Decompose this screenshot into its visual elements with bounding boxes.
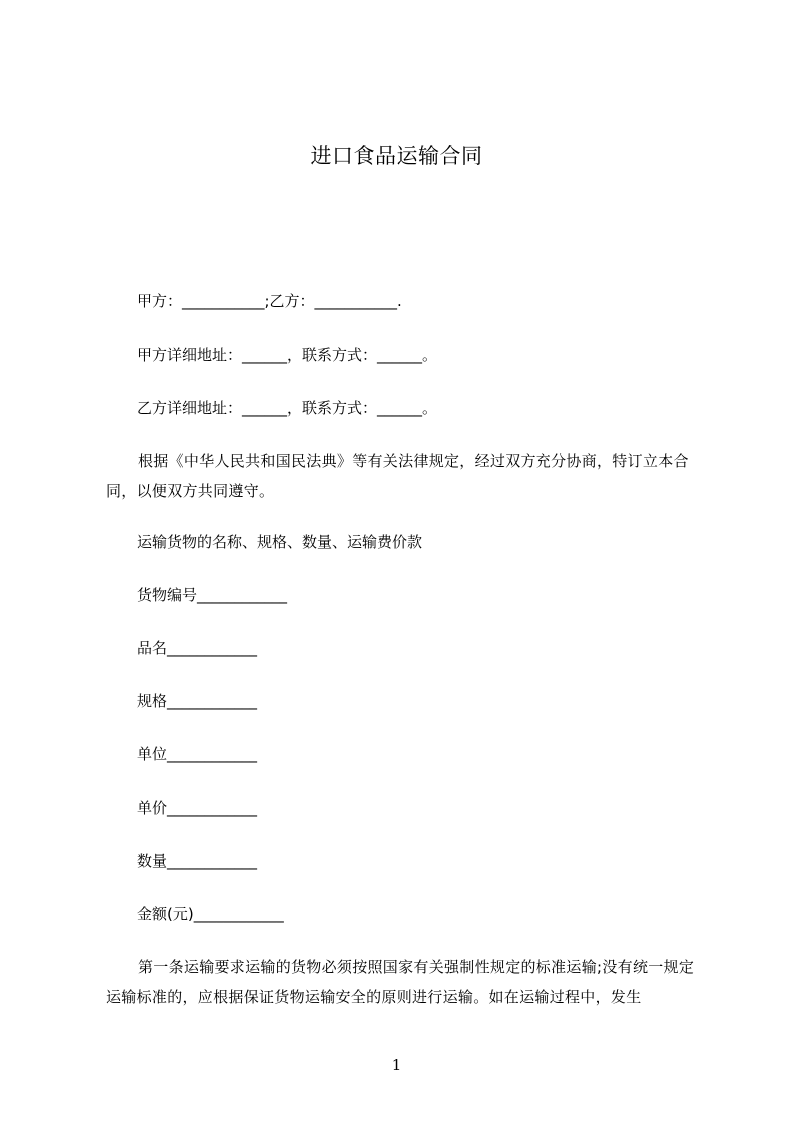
article-1-paragraph: 第一条运输要求运输的货物必须按照国家有关强制性规定的标准运输;没有统一规定运输标准的，应根据保证货物运输安全的原则进行运输。如在运输过程中，发生: [106, 958, 695, 1006]
party-b-address-line: 乙方详细地址：______，联系方式：______。: [137, 399, 438, 417]
party-a-address-line: 甲方详细地址：______，联系方式：______。: [137, 346, 438, 364]
document-title: 进口食品运输合同: [310, 144, 483, 168]
page-number: 1: [391, 1056, 402, 1074]
field-unit: 单位____________: [137, 745, 258, 763]
field-quantity: 数量____________: [137, 852, 258, 870]
field-amount: 金额(元)____________: [137, 905, 284, 923]
field-product-name: 品名____________: [137, 639, 258, 657]
field-goods-no: 货物编号____________: [137, 586, 288, 604]
preamble-paragraph: 根据《中华人民共和国民法典》等有关法律规定，经过双方充分协商，特订立本合同，以便双方共同遵守。: [106, 452, 689, 500]
field-spec: 规格____________: [137, 692, 258, 710]
field-unit-price: 单价____________: [137, 799, 258, 817]
goods-heading: 运输货物的名称、规格、数量、运输费价款: [137, 533, 423, 551]
parties-line: 甲方：___________;乙方：___________.: [137, 292, 402, 310]
